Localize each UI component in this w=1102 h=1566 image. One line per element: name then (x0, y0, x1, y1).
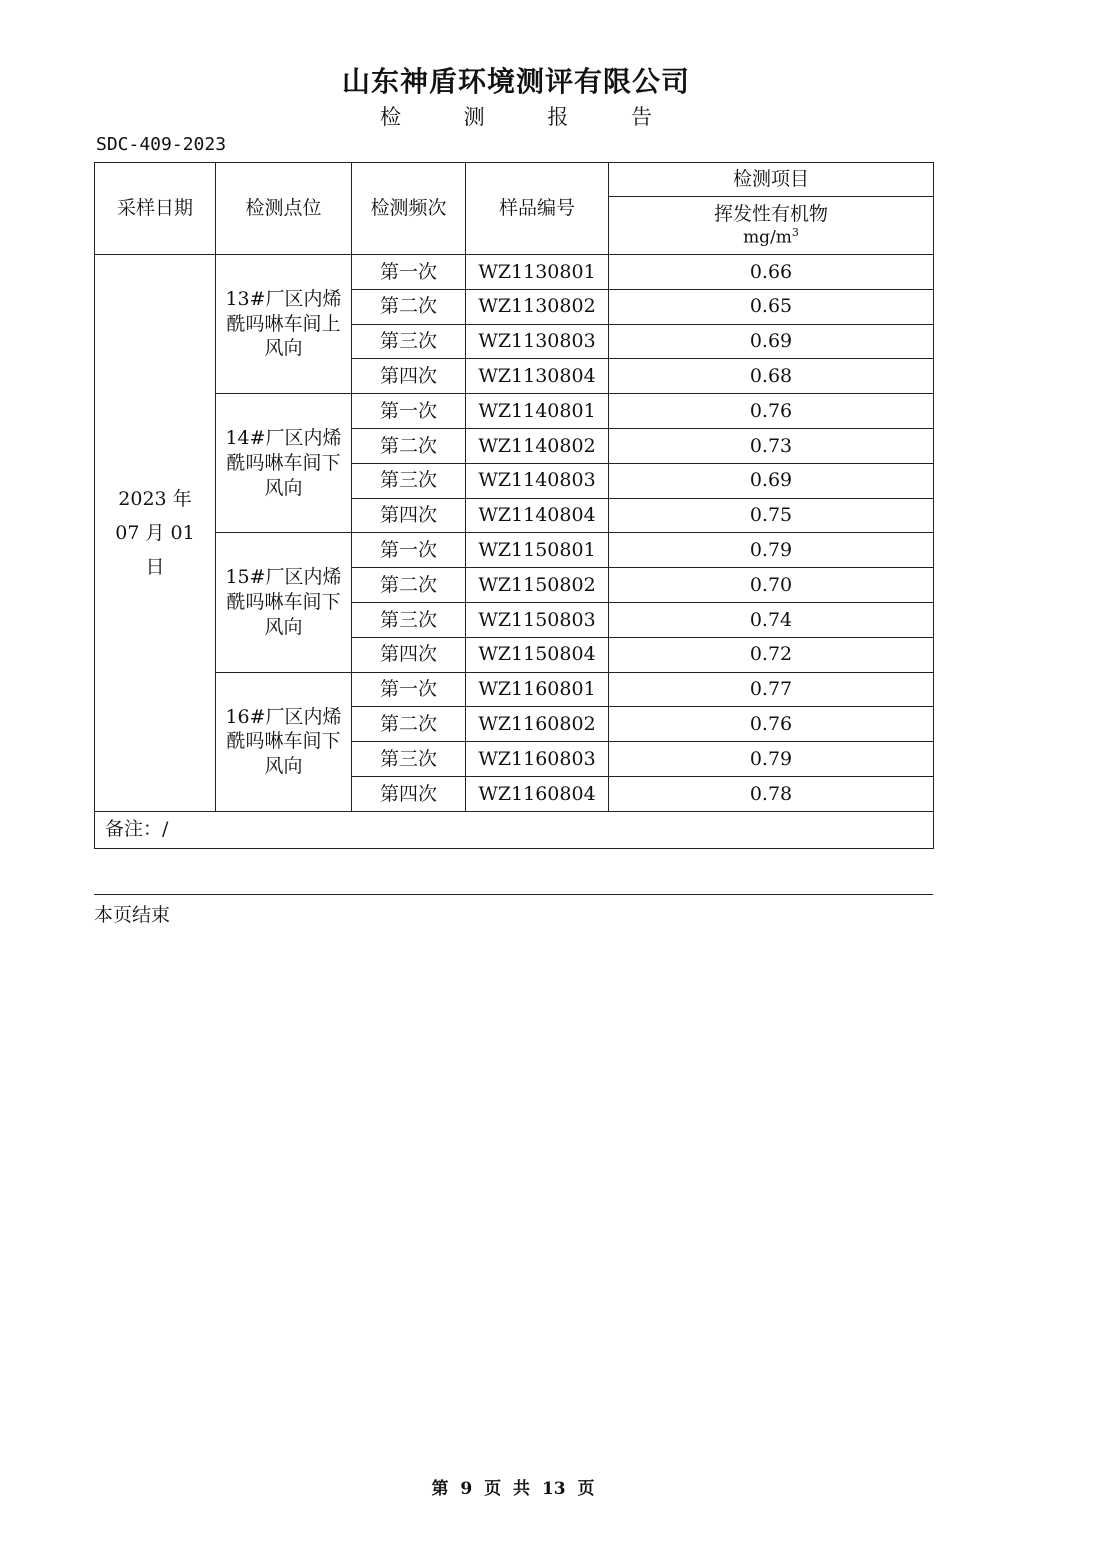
voc-value-cell: 0.69 (609, 463, 934, 498)
frequency-cell: 第一次 (352, 672, 466, 707)
report-title: 检 测 报 告 (379, 105, 681, 129)
frequency-cell: 第四次 (352, 776, 466, 811)
location-cell: 13#厂区内烯酰吗啉车间上风向 (216, 255, 352, 394)
voc-value-cell: 0.68 (609, 359, 934, 394)
page-number: 第 9 页 共 13 页 (431, 1479, 595, 1499)
remark-cell: 备注：/ (95, 811, 934, 848)
table-header-row (95, 163, 934, 197)
header-sampling-date: 采样日期 (95, 163, 216, 255)
frequency-cell: 第三次 (352, 742, 466, 777)
sample-id-cell: WZ1150804 (466, 637, 609, 672)
sample-id-cell: WZ1160801 (466, 672, 609, 707)
sample-id-cell: WZ1140803 (466, 463, 609, 498)
voc-unit: $mg/m^3$ (743, 226, 799, 249)
voc-value-cell: 0.78 (609, 776, 934, 811)
sample-id-cell: WZ1140801 (466, 394, 609, 429)
voc-value-cell: 0.73 (609, 428, 934, 463)
end-of-page-note: 本页结束 (94, 904, 171, 926)
location-cell: 15#厂区内烯酰吗啉车间下风向 (216, 533, 352, 672)
sample-id-cell: WZ1150801 (466, 533, 609, 568)
sample-id-cell: WZ1130801 (466, 255, 609, 290)
sample-id-cell: WZ1150803 (466, 602, 609, 637)
voc-value-cell: 0.79 (609, 533, 934, 568)
frequency-cell: 第一次 (352, 255, 466, 290)
frequency-cell: 第三次 (352, 602, 466, 637)
frequency-cell: 第二次 (352, 707, 466, 742)
location-cell: 14#厂区内烯酰吗啉车间下风向 (216, 394, 352, 533)
location-cell: 16#厂区内烯酰吗啉车间下风向 (216, 672, 352, 811)
frequency-cell: 第二次 (352, 289, 466, 324)
sample-id-cell: WZ1130802 (466, 289, 609, 324)
frequency-cell: 第四次 (352, 637, 466, 672)
header-frequency: 检测频次 (352, 163, 466, 255)
header-test-items: 检测项目 (609, 163, 934, 197)
frequency-cell: 第一次 (352, 394, 466, 429)
frequency-cell: 第四次 (352, 498, 466, 533)
sample-id-cell: WZ1160803 (466, 742, 609, 777)
voc-value-cell: 0.69 (609, 324, 934, 359)
voc-value-cell: 0.70 (609, 568, 934, 603)
frequency-cell: 第三次 (352, 463, 466, 498)
remark-row (95, 811, 934, 848)
header-location: 检测点位 (216, 163, 352, 255)
sample-id-cell: WZ1130803 (466, 324, 609, 359)
company-name: 山东神盾环境测评有限公司 (341, 65, 690, 98)
frequency-cell: 第二次 (352, 568, 466, 603)
results-table (94, 162, 934, 849)
voc-value-cell: 0.74 (609, 602, 934, 637)
voc-value-cell: 0.76 (609, 707, 934, 742)
sampling-date-cell: 2023 年 07 月 01 日 (95, 255, 216, 812)
table-row (95, 672, 934, 707)
table-row (95, 394, 934, 429)
voc-value-cell: 0.72 (609, 637, 934, 672)
table-row (95, 533, 934, 568)
sample-id-cell: WZ1130804 (466, 359, 609, 394)
sample-id-cell: WZ1140802 (466, 428, 609, 463)
frequency-cell: 第三次 (352, 324, 466, 359)
frequency-cell: 第一次 (352, 533, 466, 568)
frequency-cell: 第二次 (352, 428, 466, 463)
header-voc (609, 197, 934, 255)
voc-value-cell: 0.75 (609, 498, 934, 533)
header-sample-id: 样品编号 (466, 163, 609, 255)
voc-value-cell: 0.66 (609, 255, 934, 290)
voc-value-cell: 0.77 (609, 672, 934, 707)
voc-value-cell: 0.79 (609, 742, 934, 777)
voc-value-cell: 0.76 (609, 394, 934, 429)
voc-value-cell: 0.65 (609, 289, 934, 324)
sample-id-cell: WZ1140804 (466, 498, 609, 533)
sample-id-cell: WZ1160802 (466, 707, 609, 742)
voc-name: 挥发性有机物 (713, 202, 828, 225)
frequency-cell: 第四次 (352, 359, 466, 394)
sample-id-cell: WZ1150802 (466, 568, 609, 603)
table-row (95, 255, 934, 290)
end-divider (94, 894, 933, 895)
sample-id-cell: WZ1160804 (466, 776, 609, 811)
report-number: SDC-409-2023 (96, 134, 227, 155)
